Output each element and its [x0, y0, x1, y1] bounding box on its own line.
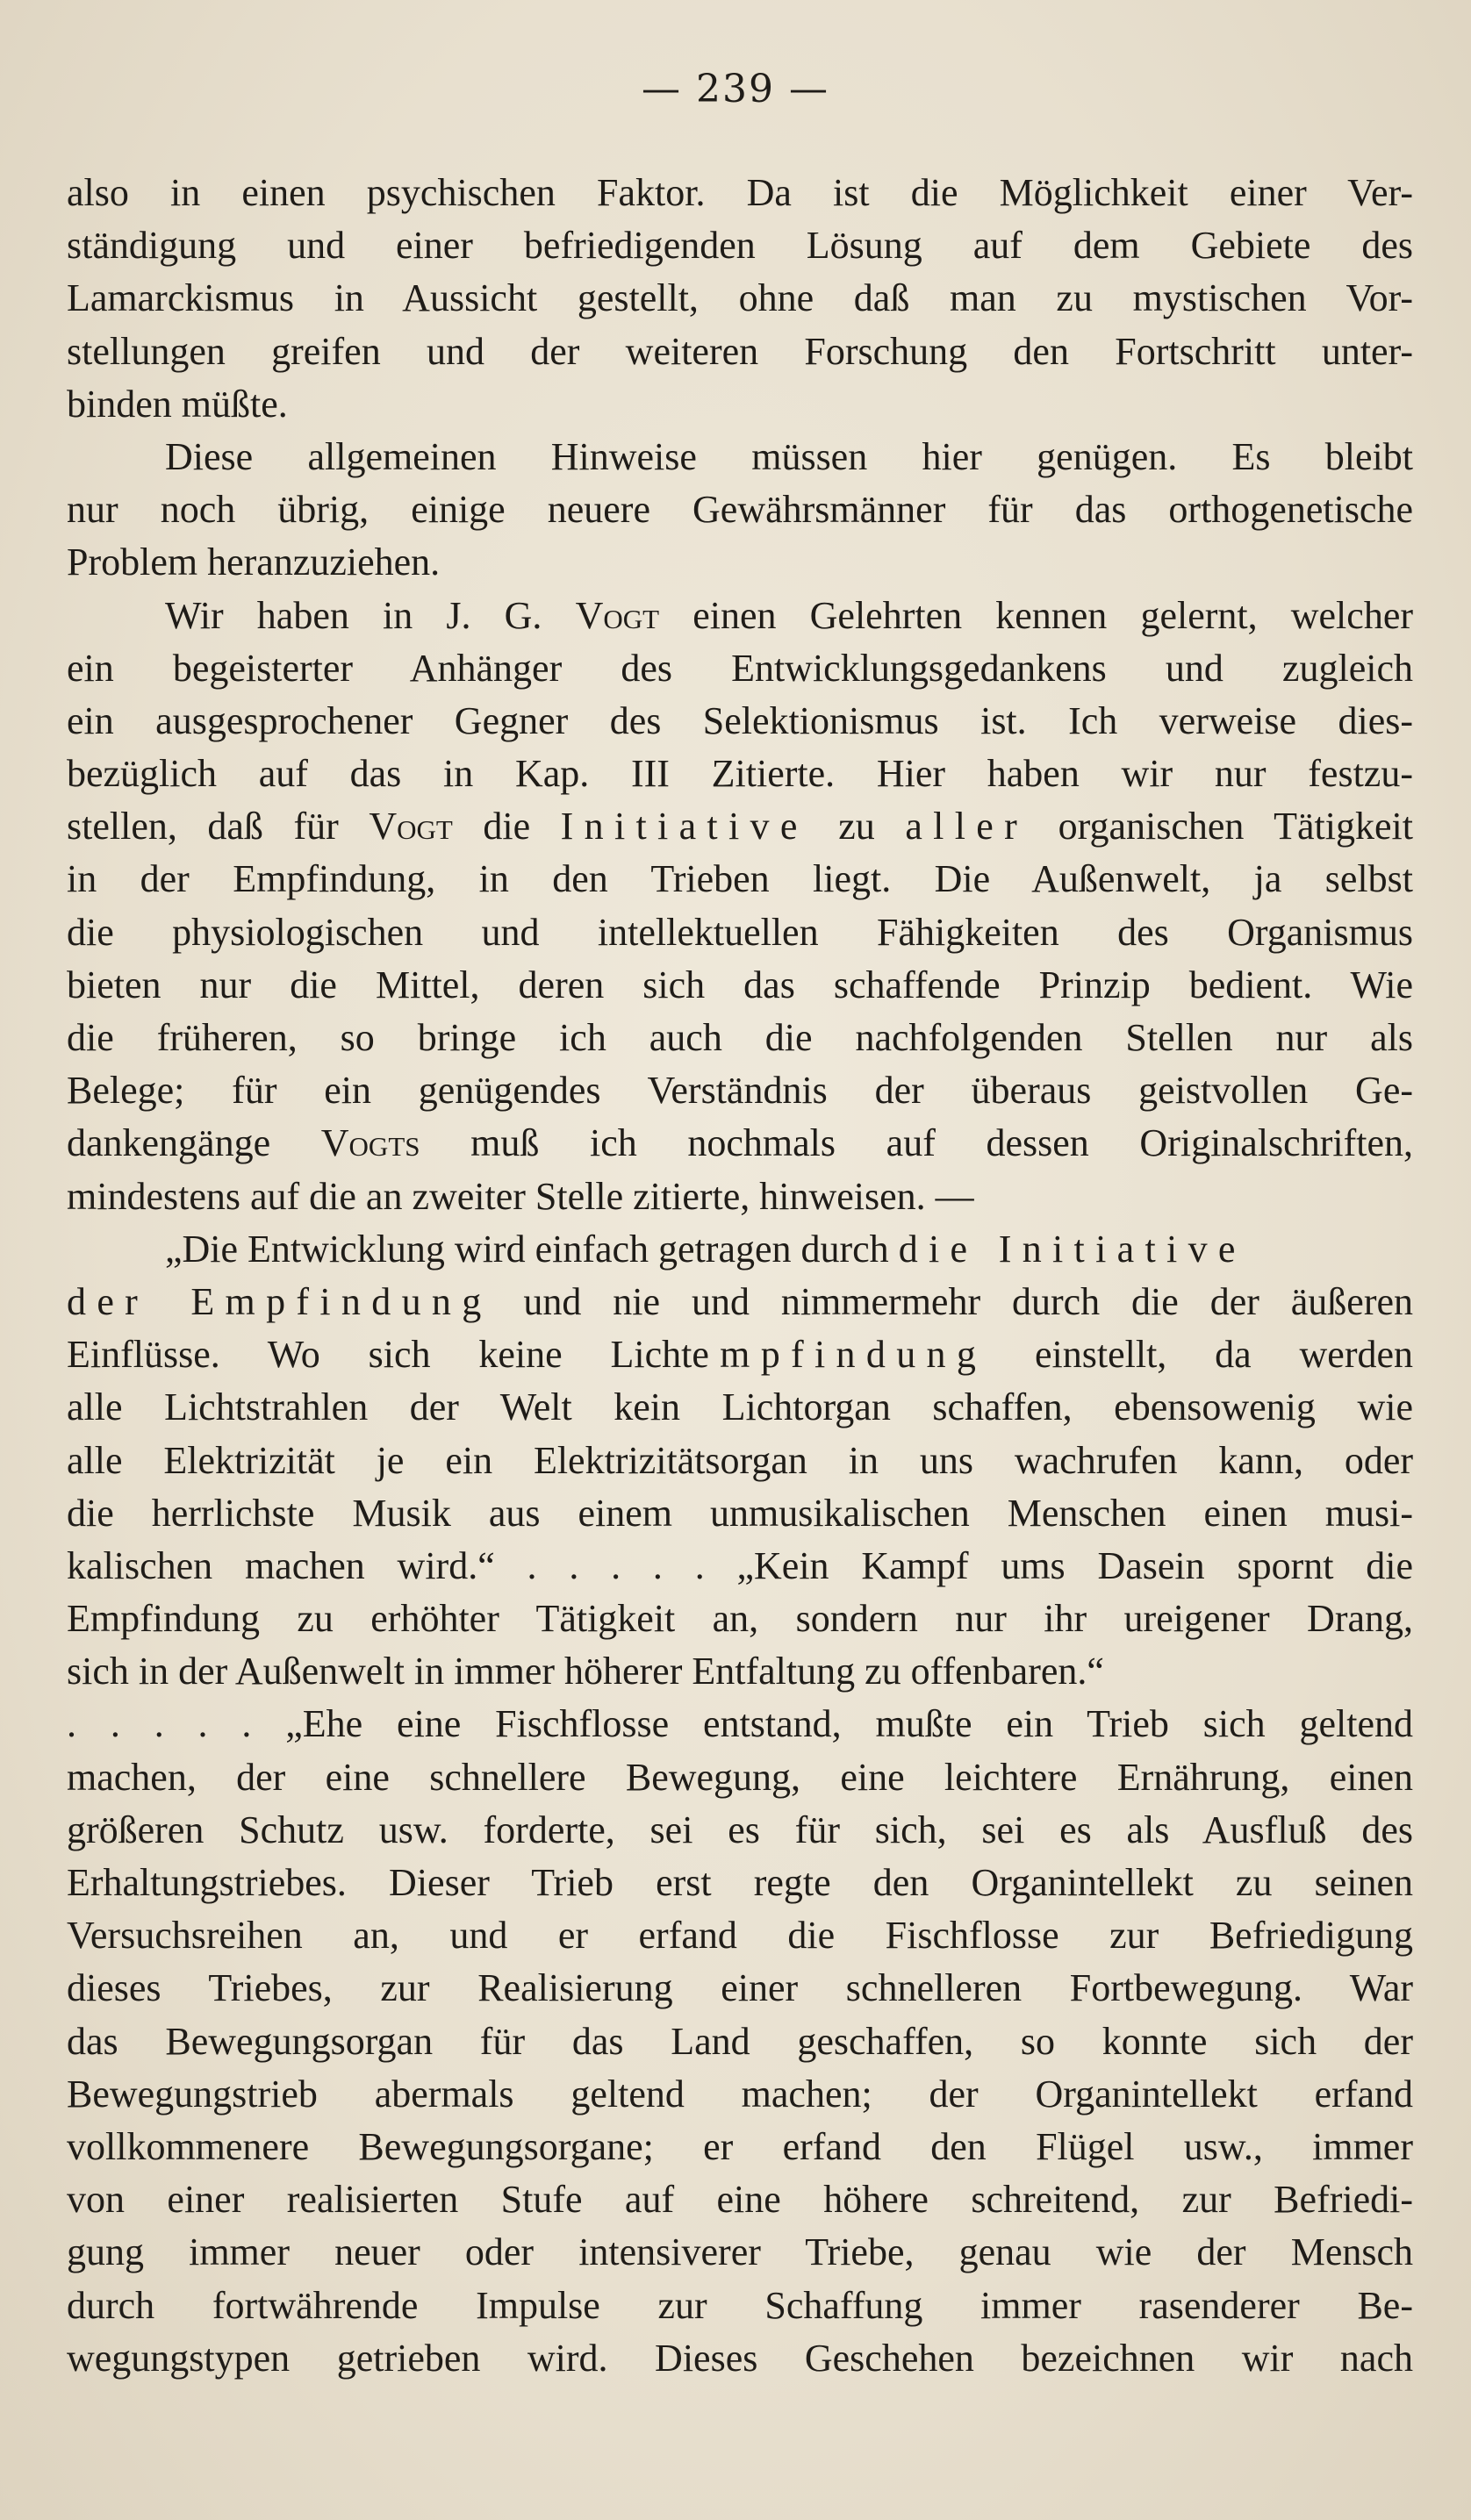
text-segment: bieten nur die Mittel, deren sich das schaffende Prinzip bedient. Wie [67, 963, 1413, 1006]
text-line [67, 1487, 1413, 1540]
text-line [67, 1804, 1413, 1857]
text-segment: und nie und nimmermehr durch die der äußeren [492, 1279, 1414, 1323]
text-line [67, 853, 1413, 906]
text-line [67, 1171, 1413, 1223]
text-line [67, 1435, 1413, 1487]
text-line [67, 1117, 1413, 1170]
text-segment: bezüglich auf das in Kap. III Zitierte. Hier haben wir nur festzu- [67, 752, 1413, 796]
text-line [67, 2226, 1413, 2279]
text-segment: stellungen greifen und der weiteren Forschung den Fortschritt unter- [67, 329, 1413, 373]
text-segment: aller [905, 805, 1029, 848]
text-segment: einstellt, da werden [987, 1333, 1413, 1377]
text-segment: Initiative [560, 805, 808, 848]
text-line [67, 2068, 1413, 2121]
text-segment: Diese allgemeinen Hinweise müssen hier genügen. Es bleibt [165, 434, 1413, 478]
text-segment: von einer realisierten Stufe auf eine höhere schreitend, zur Befriedi- [67, 2178, 1413, 2222]
text-line [67, 536, 1413, 589]
text-line [67, 695, 1413, 748]
text-segment: wegungstypen getrieben wird. Dieses Geschehen bezeichnen wir nach [67, 2336, 1413, 2380]
text-line [67, 483, 1413, 536]
text-segment: Einflüsse. Wo sich keine Licht [67, 1333, 692, 1377]
text-segment: organischen Tätigkeit [1028, 805, 1413, 848]
text-line [67, 272, 1413, 325]
text-line [67, 1698, 1413, 1750]
text-line [67, 1012, 1413, 1064]
text-line [67, 2015, 1413, 2068]
text-line [67, 590, 1413, 642]
text-line [67, 2121, 1413, 2173]
text-segment: der Empfindung [67, 1279, 492, 1323]
text-segment: Vogts [320, 1121, 420, 1165]
text-segment: alle Lichtstrahlen der Welt kein Lichtorgan schaffen, ebensowenig wie [67, 1385, 1413, 1429]
text-segment: Bewegungstrieb abermals geltend machen; der Organintellekt erfand [67, 2072, 1413, 2116]
text-segment: Vogt [369, 805, 453, 848]
text-segment: ein ausgesprochener Gegner des Selektionismus ist. Ich verweise dies- [67, 698, 1413, 742]
text-segment: größeren Schutz usw. forderte, sei es für sich, sei es als Ausfluß des [67, 1808, 1413, 1851]
text-segment: dieses Triebes, zur Realisierung einer schnelleren Fortbewegung. War [67, 1966, 1413, 2010]
text-line [67, 1064, 1413, 1117]
text-line [67, 219, 1413, 272]
text-line [67, 1328, 1413, 1381]
text-segment: ständigung und einer befriedigenden Lösung auf dem Gebiete des [67, 224, 1413, 268]
text-segment: Empfindung zu erhöhter Tätigkeit an, sondern nur ihr ureigener Drang, [67, 1597, 1413, 1641]
text-line [67, 1857, 1413, 1909]
text-segment: Erhaltungstriebes. Dieser Trieb erst regte den Organintellekt zu seinen [67, 1861, 1413, 1904]
text-line [67, 906, 1413, 959]
text-line [67, 1751, 1413, 1804]
page-number: — 239 — [642, 67, 829, 111]
text-line [67, 1381, 1413, 1434]
text-line [67, 1645, 1413, 1698]
text-segment: sich in der Außenwelt in immer höherer Entfaltung zu offenbaren.“ [67, 1650, 1104, 1693]
text-line [67, 167, 1413, 219]
text-segment: Problem heranzuziehen. [67, 541, 441, 584]
text-segment: nur noch übrig, einige neuere Gewährsmänner für das orthogenetische [67, 488, 1413, 532]
text-line [67, 642, 1413, 695]
text-segment: Versuchsreihen an, und er erfand die Fischflosse zur Befriedigung [67, 1914, 1413, 1958]
text-line [67, 1540, 1413, 1593]
text-segment: die Initiative [898, 1227, 1246, 1271]
text-segment: Belege; für ein genügendes Verständnis der überaus geistvollen Ge- [67, 1069, 1413, 1113]
text-line [67, 1909, 1413, 1962]
text-line [67, 2280, 1413, 2332]
text-line [67, 1223, 1413, 1276]
text-line [67, 1962, 1413, 2015]
text-segment: dankengänge [67, 1121, 321, 1165]
text-segment: empfindung [692, 1333, 987, 1377]
text-segment: mindestens auf die an zweiter Stelle zitierte, hinweisen. — [67, 1174, 974, 1218]
text-line [67, 2173, 1413, 2226]
text-segment: die [452, 805, 561, 848]
text-segment: Vogt [575, 593, 660, 637]
text-segment: in der Empfindung, in den Trieben liegt. Die Außenwelt, ja selbst [67, 857, 1413, 901]
text-line [67, 959, 1413, 1012]
text-segment: machen, der eine schnellere Bewegung, eine leichtere Ernährung, einen [67, 1755, 1413, 1799]
text-segment: zu [807, 805, 906, 848]
text-segment: Lamarckismus in Aussicht gestellt, ohne daß man zu mystischen Vor- [67, 276, 1413, 320]
text-segment: . . . . . „Ehe eine Fischflosse entstand, mußte ein Trieb sich geltend [67, 1702, 1413, 1746]
text-segment: das Bewegungsorgan für das Land geschaffen, so konnte sich der [67, 2019, 1413, 2063]
text-segment: „Die Entwicklung wird einfach getragen durch [165, 1227, 899, 1271]
text-segment: durch fortwährende Impulse zur Schaffung immer rasenderer Be- [67, 2283, 1413, 2327]
text-segment: also in einen psychischen Faktor. Da ist die Möglichkeit einer Ver- [67, 171, 1413, 214]
text-line [67, 748, 1413, 800]
body-text [67, 167, 1413, 2385]
text-line [67, 326, 1413, 378]
text-segment: die herrlichste Musik aus einem unmusikalischen Menschen einen musi- [67, 1491, 1413, 1535]
text-segment: vollkommenere Bewegungsorgane; er erfand den Flügel usw., immer [67, 2124, 1413, 2168]
text-segment: ein begeisterter Anhänger des Entwicklungsgedankens und zugleich [67, 646, 1413, 690]
text-line [67, 2332, 1413, 2385]
text-line [67, 378, 1413, 431]
text-segment: die früheren, so bringe ich auch die nachfolgenden Stellen nur als [67, 1016, 1413, 1059]
text-segment: einen Gelehrten kennen gelernt, welcher [659, 593, 1413, 637]
text-segment: muß ich nochmals auf dessen Originalschriften, [420, 1121, 1413, 1165]
text-segment: binden müßte. [67, 382, 288, 426]
text-line [67, 1593, 1413, 1645]
text-segment: Wir haben in J. G. [165, 593, 576, 637]
text-segment: kalischen machen wird.“ . . . . . „Kein Kampf ums Dasein spornt die [67, 1543, 1413, 1587]
text-segment: die physiologischen und intellektuellen Fähigkeiten des Organismus [67, 910, 1413, 954]
text-segment: stellen, daß für [67, 805, 370, 848]
text-segment: gung immer neuer oder intensiverer Triebe, genau wie der Mensch [67, 2230, 1413, 2274]
text-line [67, 1276, 1413, 1328]
text-line [67, 800, 1413, 853]
text-segment: alle Elektrizität je ein Elektrizitätsorgan in uns wachrufen kann, oder [67, 1438, 1413, 1482]
text-line [67, 431, 1413, 483]
